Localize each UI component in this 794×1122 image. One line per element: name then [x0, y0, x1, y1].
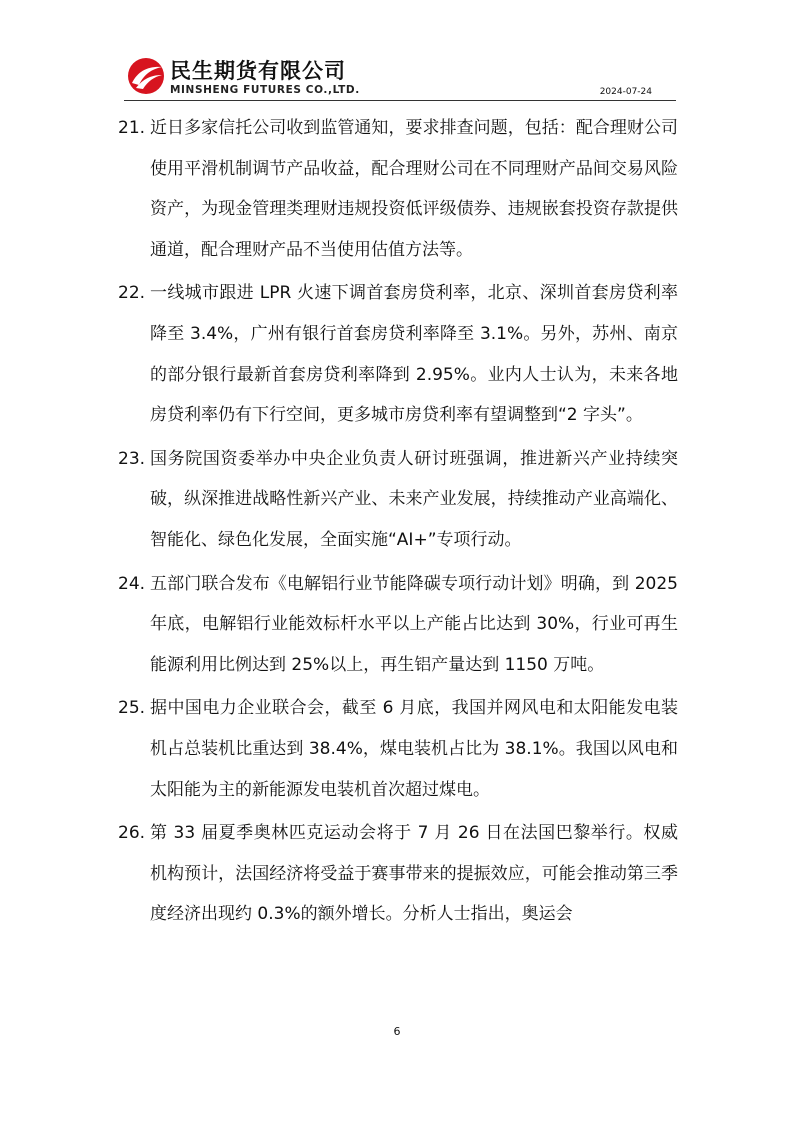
item-text: 一线城市跟进 LPR 火速下调首套房贷利率，北京、深圳首套房贷利率降至 3.4%，广州有银行首套房贷利率降至 3.1%。另外，苏州、南京的部分银行最新首套房贷利率降到 2.95%。业内人士认为，未来各地房贷利率仍有下行空间，更多城市房贷利率有望调整到“2 字头”。: [150, 283, 678, 426]
item-text: 五部门联合发布《电解铝行业节能降碳专项行动计划》明确，到 2025 年底，电解铝行业能效标杆水平以上产能占比达到 30%，行业可再生能源利用比例达到 25%以上，再生铝产量达到 1150 万吨。: [150, 573, 678, 675]
news-item: [118, 813, 678, 935]
report-date: 2024-07-24: [599, 87, 652, 97]
item-text: 国务院国资委举办中央企业负责人研讨班强调，推进新兴产业持续突破，纵深推进战略性新兴产业、未来产业发展，持续推动产业高端化、智能化、绿色化发展，全面实施“AI+”专项行动。: [150, 448, 678, 550]
header-divider: [124, 100, 676, 101]
item-number: 22.: [118, 283, 146, 304]
item-number: 21.: [118, 118, 146, 138]
news-item: [118, 439, 678, 561]
news-list: [118, 108, 678, 935]
page-number: 6: [393, 1025, 401, 1038]
item-number: 26.: [118, 823, 146, 844]
item-text: 第 33 届夏季奥林匹克运动会将于 7 月 26 日在法国巴黎举行。权威机构预计，法国经济将受益于赛事带来的提振效应，可能会推动第三季度经济出现约 0.3%的额外增长。分析人士指出，奥运会: [150, 823, 678, 925]
item-number: 24.: [118, 573, 146, 594]
company-name-en: MINSHENG FUTURES CO.,LTD.: [170, 84, 360, 96]
minsheng-logo-icon: [126, 56, 166, 96]
page-header: [124, 52, 676, 102]
item-text: 据中国电力企业联合会，截至 6 月底，我国并网风电和太阳能发电装机占总装机比重达到 38.4%，煤电装机占比为 38.1%。我国以风电和太阳能为主的新能源发电装机首次超过煤电。: [150, 698, 678, 800]
news-item: [118, 273, 678, 435]
company-name-cn: 民生期货有限公司: [170, 59, 346, 83]
item-text: 近日多家信托公司收到监管通知，要求排查问题，包括：配合理财公司使用平滑机制调节产品收益，配合理财公司在不同理财产品间交易风险资产，为现金管理类理财违规投资低评级债券、违规嵌套投资存款提供通道，配合理财产品不当使用估值方法等。: [150, 118, 678, 260]
news-item: [118, 564, 678, 686]
item-number: 23.: [118, 448, 146, 469]
item-number: 25.: [118, 698, 146, 719]
news-item: [118, 688, 678, 810]
news-item: [118, 108, 678, 270]
